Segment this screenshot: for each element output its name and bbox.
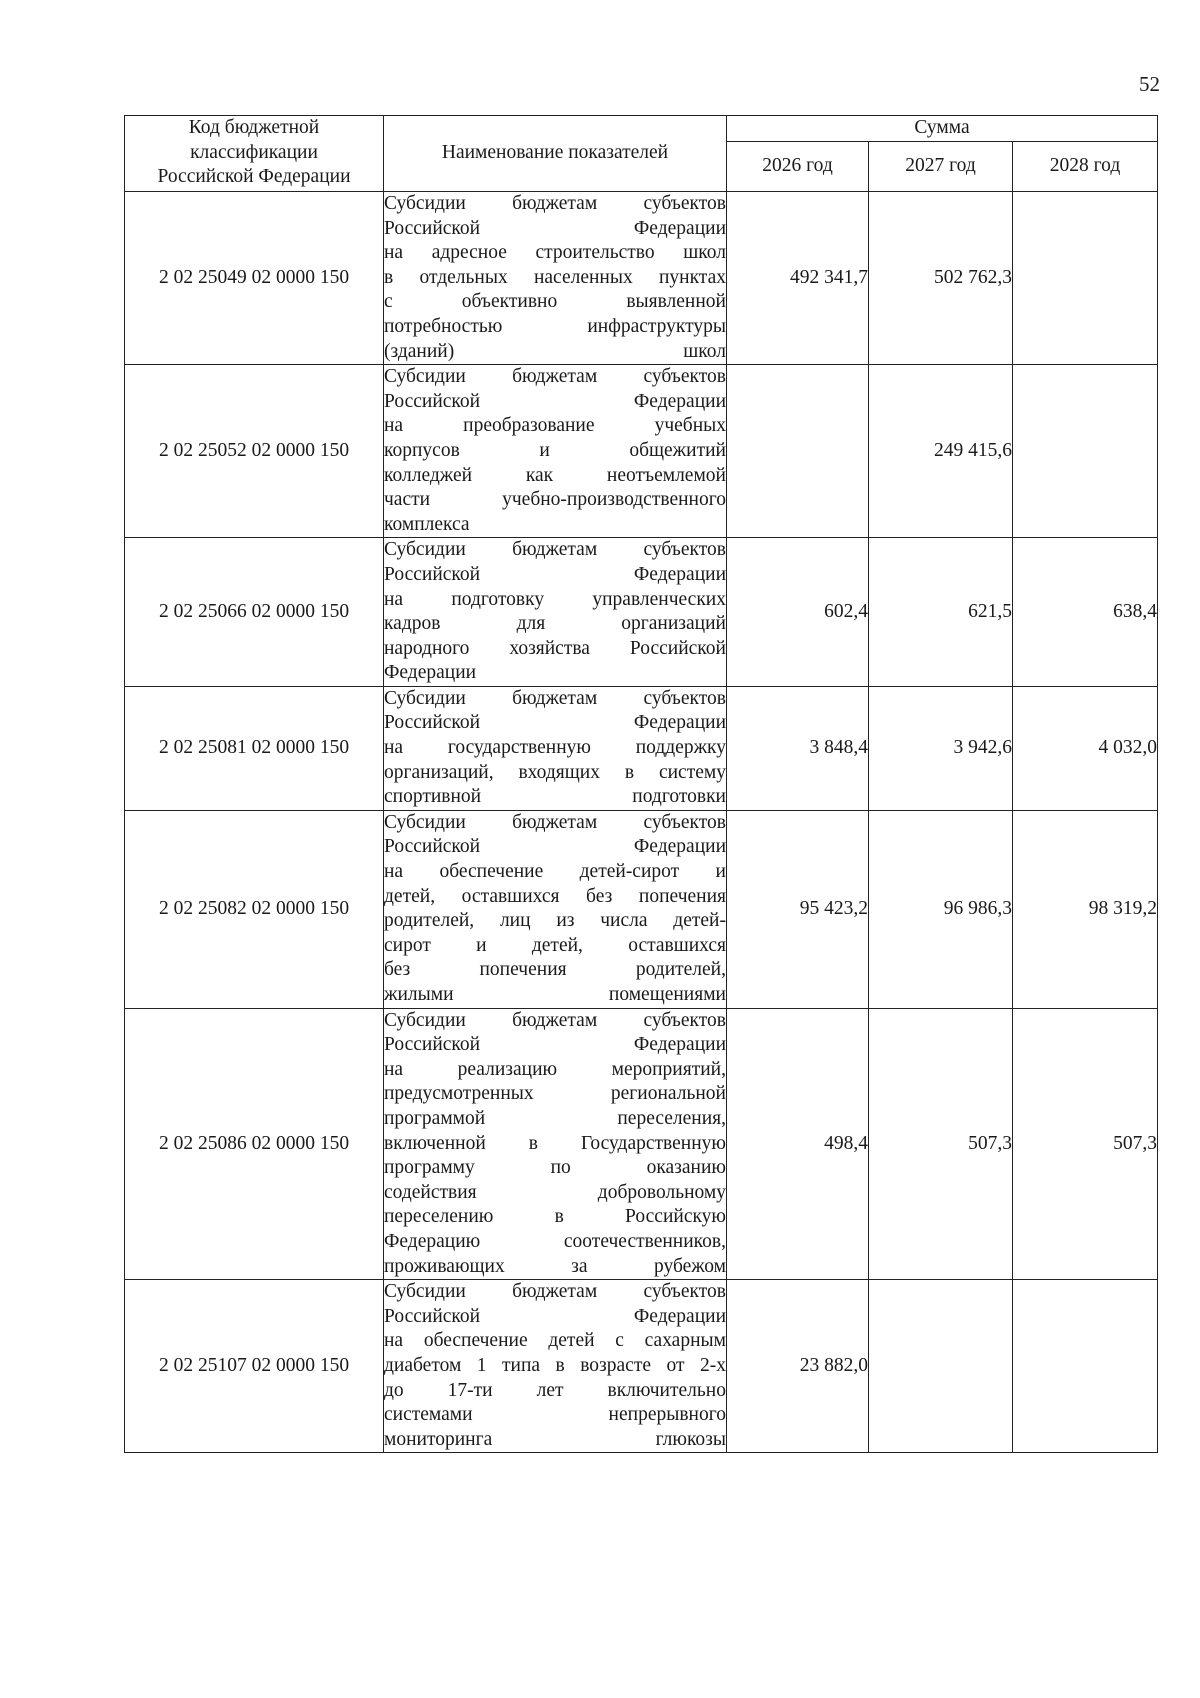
budget-code: 2 02 25052 02 0000 150 bbox=[125, 365, 384, 538]
amount-2028: 98 319,2 bbox=[1013, 810, 1158, 1008]
budget-code: 2 02 25049 02 0000 150 bbox=[125, 192, 384, 365]
budget-code: 2 02 25066 02 0000 150 bbox=[125, 538, 384, 687]
indicator-name-line: на адресное строительство школ bbox=[384, 242, 726, 264]
indicator-name-line: в отдельных населенных пунктах bbox=[384, 266, 726, 288]
table-row bbox=[125, 365, 1158, 538]
indicator-name-line: на реализацию мероприятий, bbox=[384, 1058, 726, 1080]
budget-code: 2 02 25082 02 0000 150 bbox=[125, 810, 384, 1008]
amount-2026: 23 882,0 bbox=[727, 1280, 869, 1453]
indicator-name-line: части учебно-производственного bbox=[384, 489, 726, 511]
header-code-line: классификации bbox=[190, 141, 318, 163]
indicator-name-line: Федерацию соотечественников, bbox=[384, 1230, 726, 1252]
amount-2026: 498,4 bbox=[727, 1008, 869, 1280]
indicator-name-line: Субсидии бюджетам субъектов bbox=[384, 193, 726, 214]
header-code-line: Код бюджетной bbox=[188, 117, 320, 138]
indicator-name-line: программой переселения, bbox=[384, 1107, 726, 1129]
table-row bbox=[125, 810, 1158, 1008]
amount-2026: 3 848,4 bbox=[727, 686, 869, 810]
indicator-name-line: диабетом 1 типа в возрасте от 2-х bbox=[384, 1354, 726, 1376]
header-sum: Сумма bbox=[727, 116, 1158, 142]
table-row bbox=[125, 538, 1158, 687]
header-code bbox=[125, 116, 384, 192]
indicator-name-line: Субсидии бюджетам субъектов bbox=[384, 687, 726, 709]
indicator-name-line: на подготовку управленческих bbox=[384, 588, 726, 610]
indicator-name-line: потребностью инфраструктуры bbox=[384, 315, 726, 337]
indicator-name-line: Федерации bbox=[384, 662, 477, 684]
indicator-name-line: Российской Федерации bbox=[384, 217, 726, 239]
indicator-name-line: проживающих за рубежом bbox=[384, 1255, 726, 1277]
indicator-name-line: с объективно выявленной bbox=[384, 291, 726, 313]
indicator-name-line: колледжей как неотъемлемой bbox=[384, 464, 726, 486]
indicator-name-line: спортивной подготовки bbox=[384, 786, 726, 808]
indicator-name-line: организаций, входящих в систему bbox=[384, 761, 726, 783]
table-row bbox=[125, 1280, 1158, 1453]
indicator-name-line: Субсидии бюджетам субъектов bbox=[384, 366, 726, 388]
indicator-name-line: мониторинга глюкозы bbox=[384, 1428, 726, 1450]
indicator-name-line: Российской Федерации bbox=[384, 836, 726, 858]
indicator-name-line: Российской Федерации bbox=[384, 712, 726, 734]
indicator-name-line: Российской Федерации bbox=[384, 563, 726, 585]
indicator-name-line: на преобразование учебных bbox=[384, 415, 726, 437]
indicator-name-line: включенной в Государственную bbox=[384, 1132, 726, 1154]
header-year: 2028 год bbox=[1013, 142, 1158, 192]
indicator-name bbox=[384, 365, 727, 538]
indicator-name-line: сирот и детей, оставшихся bbox=[384, 934, 726, 956]
amount-2028 bbox=[1013, 192, 1158, 365]
amount-2027: 621,5 bbox=[869, 538, 1013, 687]
indicator-name-line: корпусов и общежитий bbox=[384, 439, 726, 461]
budget-code: 2 02 25086 02 0000 150 bbox=[125, 1008, 384, 1280]
table-row bbox=[125, 1008, 1158, 1280]
indicator-name-line: предусмотренных региональной bbox=[384, 1083, 726, 1105]
table-row bbox=[125, 192, 1158, 365]
page-number: 52 bbox=[1139, 72, 1160, 96]
header-code-line: Российской Федерации bbox=[157, 166, 351, 188]
indicator-name-line: содействия добровольному bbox=[384, 1181, 726, 1203]
amount-2028 bbox=[1013, 365, 1158, 538]
header-name: Наименование показателей bbox=[384, 116, 727, 192]
indicator-name-line: Субсидии бюджетам субъектов bbox=[384, 811, 726, 833]
indicator-name-line: (зданий) школ bbox=[384, 340, 726, 362]
indicator-name bbox=[384, 1280, 727, 1453]
amount-2026: 95 423,2 bbox=[727, 810, 869, 1008]
table-row bbox=[125, 686, 1158, 810]
indicator-name-line: системами непрерывного bbox=[384, 1404, 726, 1426]
indicator-name bbox=[384, 1008, 727, 1280]
indicator-name-line: на обеспечение детей-сирот и bbox=[384, 861, 726, 883]
indicator-name-line: комплекса bbox=[384, 513, 470, 535]
indicator-name-line: Российской Федерации bbox=[384, 1034, 726, 1056]
amount-2026: 492 341,7 bbox=[727, 192, 869, 365]
amount-2028: 4 032,0 bbox=[1013, 686, 1158, 810]
indicator-name-line: жилыми помещениями bbox=[384, 984, 726, 1005]
amount-2028 bbox=[1013, 1280, 1158, 1453]
budget-code: 2 02 25081 02 0000 150 bbox=[125, 686, 384, 810]
table-body bbox=[125, 192, 1158, 1453]
indicator-name bbox=[384, 686, 727, 810]
indicator-name-line: народного хозяйства Российской bbox=[384, 637, 726, 659]
indicator-name bbox=[384, 192, 727, 365]
amount-2027: 249 415,6 bbox=[869, 365, 1013, 538]
indicator-name-line: программу по оказанию bbox=[384, 1157, 726, 1179]
indicator-name-line: до 17-ти лет включительно bbox=[384, 1379, 726, 1401]
indicator-name-line: без попечения родителей, bbox=[384, 959, 726, 981]
indicator-name-line: на государственную поддержку bbox=[384, 737, 726, 759]
budget-table bbox=[124, 115, 1158, 1453]
indicator-name-line: детей, оставшихся без попечения bbox=[384, 885, 726, 907]
amount-2027: 96 986,3 bbox=[869, 810, 1013, 1008]
indicator-name-line: Российской Федерации bbox=[384, 390, 726, 412]
indicator-name bbox=[384, 810, 727, 1008]
indicator-name-line: Российской Федерации bbox=[384, 1305, 726, 1327]
amount-2026: 602,4 bbox=[727, 538, 869, 687]
indicator-name-line: Субсидии бюджетам субъектов bbox=[384, 539, 726, 561]
amount-2027: 3 942,6 bbox=[869, 686, 1013, 810]
budget-code: 2 02 25107 02 0000 150 bbox=[125, 1280, 384, 1453]
indicator-name-line: переселению в Российскую bbox=[384, 1206, 726, 1228]
header-year: 2027 год bbox=[869, 142, 1013, 192]
indicator-name-line: Субсидии бюджетам субъектов bbox=[384, 1281, 726, 1303]
header-year: 2026 год bbox=[727, 142, 869, 192]
amount-2027: 507,3 bbox=[869, 1008, 1013, 1280]
table-header bbox=[125, 116, 1158, 192]
indicator-name bbox=[384, 538, 727, 687]
amount-2026 bbox=[727, 365, 869, 538]
indicator-name-line: Субсидии бюджетам субъектов bbox=[384, 1009, 726, 1031]
amount-2027: 502 762,3 bbox=[869, 192, 1013, 365]
amount-2028: 507,3 bbox=[1013, 1008, 1158, 1280]
amount-2028: 638,4 bbox=[1013, 538, 1158, 687]
indicator-name-line: на обеспечение детей с сахарным bbox=[384, 1330, 726, 1352]
indicator-name-line: кадров для организаций bbox=[384, 613, 726, 635]
amount-2027 bbox=[869, 1280, 1013, 1453]
indicator-name-line: родителей, лиц из числа детей- bbox=[384, 910, 726, 932]
